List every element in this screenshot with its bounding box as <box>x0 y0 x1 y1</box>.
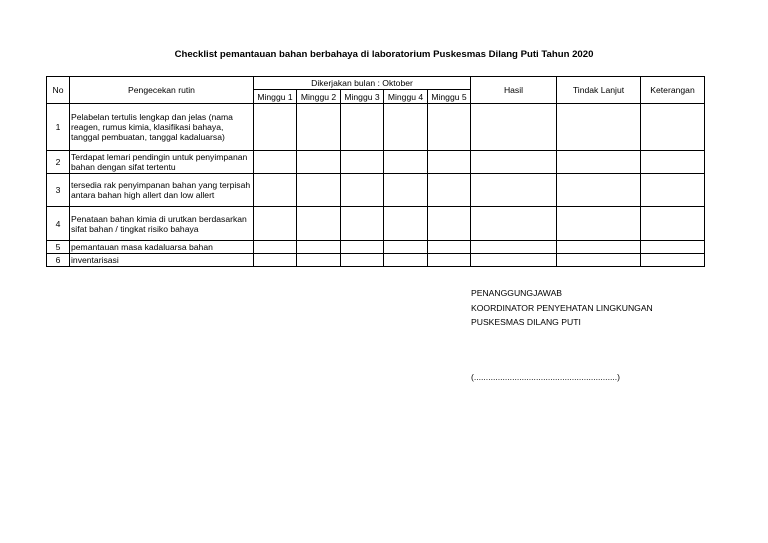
cell-minggu-4[interactable] <box>384 254 428 267</box>
cell-minggu-3[interactable] <box>341 241 384 254</box>
row-number: 4 <box>47 207 70 241</box>
cell-minggu-4[interactable] <box>384 207 428 241</box>
cell-minggu-1[interactable] <box>254 207 297 241</box>
table-row <box>47 174 705 207</box>
row-number: 5 <box>47 241 70 254</box>
header-minggu-5: Minggu 5 <box>428 90 471 104</box>
header-minggu-4: Minggu 4 <box>384 90 428 104</box>
table-row <box>47 104 705 151</box>
signature-position: KOORDINATOR PENYEHATAN LINGKUNGAN <box>471 302 653 313</box>
signature-role: PENANGGUNGJAWAB <box>471 288 563 298</box>
header-tindak-lanjut: Tindak Lanjut <box>557 77 641 104</box>
table-row <box>47 207 705 241</box>
cell-minggu-4[interactable] <box>384 104 428 151</box>
cell-minggu-1[interactable] <box>254 174 297 207</box>
row-number: 2 <box>47 151 70 174</box>
cell-minggu-5[interactable] <box>428 104 471 151</box>
row-item-text: Pelabelan tertulis lengkap dan jelas (nama reagen, rumus kimia, klasifikasi bahaya, tanggal pembuatan, tanggal kadaluarsa) <box>70 104 254 151</box>
cell-minggu-3[interactable] <box>341 207 384 241</box>
cell-minggu-3[interactable] <box>341 151 384 174</box>
cell-hasil[interactable] <box>471 254 557 267</box>
cell-tindak-lanjut[interactable] <box>557 254 641 267</box>
cell-minggu-4[interactable] <box>384 241 428 254</box>
cell-minggu-4[interactable] <box>384 174 428 207</box>
cell-tindak-lanjut[interactable] <box>557 104 641 151</box>
cell-tindak-lanjut[interactable] <box>557 207 641 241</box>
cell-minggu-2[interactable] <box>297 241 341 254</box>
cell-keterangan[interactable] <box>641 207 705 241</box>
cell-tindak-lanjut[interactable] <box>557 174 641 207</box>
cell-minggu-1[interactable] <box>254 104 297 151</box>
cell-keterangan[interactable] <box>641 104 705 151</box>
header-dikerjakan: Dikerjakan bulan : Oktober <box>254 77 471 90</box>
header-no: No <box>47 77 70 104</box>
cell-hasil[interactable] <box>471 104 557 151</box>
table-row <box>47 254 705 267</box>
row-number: 1 <box>47 104 70 151</box>
cell-tindak-lanjut[interactable] <box>557 241 641 254</box>
row-item-text: tersedia rak penyimpanan bahan yang terpisah antara bahan high allert dan low allert <box>70 174 254 207</box>
cell-minggu-3[interactable] <box>341 174 384 207</box>
cell-tindak-lanjut[interactable] <box>557 151 641 174</box>
cell-minggu-1[interactable] <box>254 254 297 267</box>
row-item-text: pemantauan masa kadaluarsa bahan <box>70 241 254 254</box>
signature-block <box>471 286 653 384</box>
cell-keterangan[interactable] <box>641 174 705 207</box>
header-minggu-2: Minggu 2 <box>297 90 341 104</box>
cell-minggu-1[interactable] <box>254 241 297 254</box>
signature-name-placeholder[interactable]: (............................................................) <box>471 371 620 382</box>
cell-minggu-5[interactable] <box>428 151 471 174</box>
cell-keterangan[interactable] <box>641 254 705 267</box>
cell-hasil[interactable] <box>471 207 557 241</box>
header-minggu-3: Minggu 3 <box>341 90 384 104</box>
header-keterangan: Keterangan <box>641 77 705 104</box>
document-title: Checklist pemantauan bahan berbahaya di laboratorium Puskesmas Dilang Puti Tahun 2020 <box>174 49 594 60</box>
cell-keterangan[interactable] <box>641 151 705 174</box>
cell-hasil[interactable] <box>471 151 557 174</box>
cell-minggu-2[interactable] <box>297 151 341 174</box>
cell-minggu-2[interactable] <box>297 174 341 207</box>
header-pengecekan: Pengecekan rutin <box>70 77 254 104</box>
table-row <box>47 241 705 254</box>
cell-minggu-4[interactable] <box>384 151 428 174</box>
cell-minggu-3[interactable] <box>341 104 384 151</box>
cell-hasil[interactable] <box>471 174 557 207</box>
row-number: 3 <box>47 174 70 207</box>
cell-hasil[interactable] <box>471 241 557 254</box>
header-hasil: Hasil <box>471 77 557 104</box>
cell-minggu-1[interactable] <box>254 151 297 174</box>
cell-minggu-5[interactable] <box>428 207 471 241</box>
row-item-text: Terdapat lemari pendingin untuk penyimpanan bahan dengan sifat tertentu <box>70 151 254 174</box>
row-item-text: inventarisasi <box>70 254 254 267</box>
cell-minggu-2[interactable] <box>297 254 341 267</box>
checklist-table <box>46 76 705 267</box>
cell-minggu-5[interactable] <box>428 241 471 254</box>
cell-minggu-5[interactable] <box>428 174 471 207</box>
signature-institution: PUSKESMAS DILANG PUTI <box>471 317 581 327</box>
table-row <box>47 151 705 174</box>
row-item-text: Penataan bahan kimia di urutkan berdasarkan sifat bahan / tingkat risiko bahaya <box>70 207 254 241</box>
header-minggu-1: Minggu 1 <box>254 90 297 104</box>
cell-minggu-2[interactable] <box>297 104 341 151</box>
cell-minggu-2[interactable] <box>297 207 341 241</box>
cell-keterangan[interactable] <box>641 241 705 254</box>
cell-minggu-3[interactable] <box>341 254 384 267</box>
row-number: 6 <box>47 254 70 267</box>
cell-minggu-5[interactable] <box>428 254 471 267</box>
